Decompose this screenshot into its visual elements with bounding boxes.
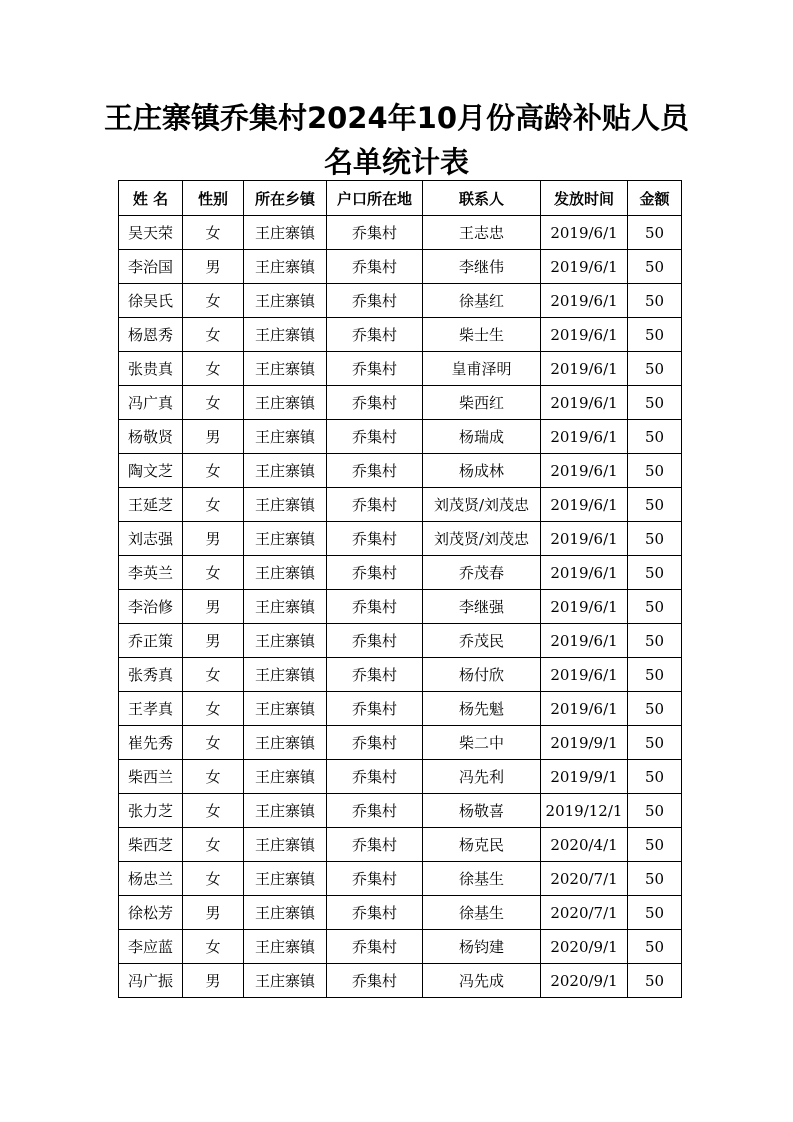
cell-residence: 乔集村 [327,726,423,760]
table-row [119,488,682,522]
cell-amount: 50 [628,828,682,862]
cell-date: 2019/6/1 [541,284,628,318]
cell-contact: 冯先利 [423,760,541,794]
cell-township: 王庄寨镇 [244,862,327,896]
cell-contact: 杨付欣 [423,658,541,692]
cell-residence: 乔集村 [327,318,423,352]
cell-residence: 乔集村 [327,760,423,794]
table-row [119,760,682,794]
cell-name: 崔先秀 [119,726,183,760]
cell-residence: 乔集村 [327,352,423,386]
cell-contact: 杨瑞成 [423,420,541,454]
table-row [119,726,682,760]
table-row [119,692,682,726]
cell-contact: 乔茂春 [423,556,541,590]
header-issue-date: 发放时间 [541,181,628,216]
table-row [119,590,682,624]
table-row [119,930,682,964]
cell-amount: 50 [628,488,682,522]
cell-township: 王庄寨镇 [244,828,327,862]
cell-name: 徐吴氏 [119,284,183,318]
cell-amount: 50 [628,522,682,556]
cell-name: 李应蓝 [119,930,183,964]
cell-amount: 50 [628,794,682,828]
cell-contact: 杨克民 [423,828,541,862]
header-township: 所在乡镇 [244,181,327,216]
cell-residence: 乔集村 [327,624,423,658]
cell-contact: 皇甫泽明 [423,352,541,386]
cell-date: 2019/9/1 [541,726,628,760]
cell-residence: 乔集村 [327,794,423,828]
cell-contact: 徐基生 [423,896,541,930]
cell-date: 2019/6/1 [541,692,628,726]
cell-residence: 乔集村 [327,386,423,420]
cell-gender: 女 [183,386,244,420]
cell-name: 吴天荣 [119,216,183,250]
cell-date: 2019/6/1 [541,556,628,590]
cell-amount: 50 [628,692,682,726]
cell-name: 冯广振 [119,964,183,998]
cell-name: 柴西兰 [119,760,183,794]
cell-residence: 乔集村 [327,420,423,454]
cell-date: 2019/6/1 [541,352,628,386]
cell-amount: 50 [628,964,682,998]
cell-gender: 男 [183,624,244,658]
cell-amount: 50 [628,386,682,420]
cell-date: 2020/7/1 [541,896,628,930]
cell-residence: 乔集村 [327,862,423,896]
table-row [119,658,682,692]
cell-contact: 刘茂贤/刘茂忠 [423,488,541,522]
cell-amount: 50 [628,420,682,454]
cell-name: 张秀真 [119,658,183,692]
cell-contact: 徐基生 [423,862,541,896]
cell-contact: 冯先成 [423,964,541,998]
cell-amount: 50 [628,454,682,488]
table-row [119,794,682,828]
cell-gender: 女 [183,760,244,794]
table-body [119,216,682,998]
table-row [119,250,682,284]
cell-gender: 男 [183,590,244,624]
cell-name: 徐松芳 [119,896,183,930]
cell-amount: 50 [628,760,682,794]
cell-contact: 李继伟 [423,250,541,284]
cell-residence: 乔集村 [327,250,423,284]
cell-contact: 徐基红 [423,284,541,318]
cell-township: 王庄寨镇 [244,964,327,998]
cell-gender: 女 [183,284,244,318]
table-row [119,420,682,454]
cell-township: 王庄寨镇 [244,930,327,964]
cell-amount: 50 [628,624,682,658]
cell-township: 王庄寨镇 [244,692,327,726]
cell-contact: 杨钧建 [423,930,541,964]
cell-township: 王庄寨镇 [244,420,327,454]
table-row [119,352,682,386]
cell-date: 2019/6/1 [541,624,628,658]
header-gender: 性别 [183,181,244,216]
table-row [119,216,682,250]
cell-date: 2019/6/1 [541,454,628,488]
cell-name: 乔正策 [119,624,183,658]
cell-date: 2019/6/1 [541,318,628,352]
cell-date: 2020/4/1 [541,828,628,862]
table-row [119,862,682,896]
header-contact-person: 联系人 [423,181,541,216]
cell-township: 王庄寨镇 [244,454,327,488]
header-amount: 金额 [628,181,682,216]
table-row [119,964,682,998]
cell-contact: 王志忠 [423,216,541,250]
table-row [119,896,682,930]
table-row [119,386,682,420]
cell-township: 王庄寨镇 [244,284,327,318]
cell-name: 柴西芝 [119,828,183,862]
cell-gender: 女 [183,556,244,590]
table-row [119,522,682,556]
cell-residence: 乔集村 [327,216,423,250]
cell-date: 2019/6/1 [541,658,628,692]
cell-amount: 50 [628,896,682,930]
cell-date: 2019/6/1 [541,216,628,250]
cell-township: 王庄寨镇 [244,658,327,692]
cell-township: 王庄寨镇 [244,318,327,352]
cell-amount: 50 [628,352,682,386]
cell-date: 2019/6/1 [541,488,628,522]
cell-name: 王孝真 [119,692,183,726]
table-row [119,318,682,352]
cell-contact: 柴士生 [423,318,541,352]
table-header [119,181,682,216]
cell-name: 李治国 [119,250,183,284]
cell-contact: 杨先魁 [423,692,541,726]
cell-residence: 乔集村 [327,488,423,522]
cell-amount: 50 [628,250,682,284]
cell-gender: 男 [183,250,244,284]
cell-residence: 乔集村 [327,284,423,318]
cell-residence: 乔集村 [327,828,423,862]
table-row [119,454,682,488]
cell-date: 2019/6/1 [541,386,628,420]
table-row [119,828,682,862]
cell-township: 王庄寨镇 [244,590,327,624]
table-row [119,284,682,318]
cell-contact: 柴西红 [423,386,541,420]
cell-amount: 50 [628,930,682,964]
header-row [119,181,682,216]
table-row [119,624,682,658]
cell-gender: 女 [183,862,244,896]
cell-residence: 乔集村 [327,930,423,964]
cell-name: 杨敬贤 [119,420,183,454]
cell-amount: 50 [628,590,682,624]
cell-gender: 女 [183,352,244,386]
cell-residence: 乔集村 [327,964,423,998]
cell-township: 王庄寨镇 [244,352,327,386]
cell-contact: 刘茂贤/刘茂忠 [423,522,541,556]
cell-residence: 乔集村 [327,454,423,488]
cell-contact: 杨敬喜 [423,794,541,828]
cell-gender: 女 [183,454,244,488]
cell-township: 王庄寨镇 [244,624,327,658]
cell-township: 王庄寨镇 [244,556,327,590]
cell-township: 王庄寨镇 [244,216,327,250]
cell-contact: 乔茂民 [423,624,541,658]
cell-gender: 女 [183,828,244,862]
cell-name: 张力芝 [119,794,183,828]
cell-amount: 50 [628,216,682,250]
cell-gender: 女 [183,318,244,352]
cell-township: 王庄寨镇 [244,250,327,284]
cell-name: 杨忠兰 [119,862,183,896]
cell-residence: 乔集村 [327,522,423,556]
cell-amount: 50 [628,726,682,760]
cell-township: 王庄寨镇 [244,760,327,794]
document-title-line-1: 王庄寨镇乔集村2024年10月份高龄补贴人员 [103,101,690,135]
cell-name: 李英兰 [119,556,183,590]
cell-contact: 柴二中 [423,726,541,760]
cell-name: 刘志强 [119,522,183,556]
cell-name: 王延芝 [119,488,183,522]
cell-township: 王庄寨镇 [244,896,327,930]
cell-township: 王庄寨镇 [244,386,327,420]
cell-date: 2020/9/1 [541,930,628,964]
cell-amount: 50 [628,556,682,590]
cell-name: 陶文芝 [119,454,183,488]
cell-gender: 男 [183,522,244,556]
cell-gender: 女 [183,216,244,250]
cell-amount: 50 [628,284,682,318]
cell-residence: 乔集村 [327,556,423,590]
cell-township: 王庄寨镇 [244,488,327,522]
subsidy-roster-table [118,180,682,998]
document-title-line-2: 名单统计表 [323,145,469,179]
cell-name: 李治修 [119,590,183,624]
cell-date: 2019/9/1 [541,760,628,794]
cell-contact: 李继强 [423,590,541,624]
cell-residence: 乔集村 [327,590,423,624]
cell-name: 张贵真 [119,352,183,386]
cell-township: 王庄寨镇 [244,522,327,556]
header-registered-residence: 户口所在地 [327,181,423,216]
cell-township: 王庄寨镇 [244,726,327,760]
header-name: 姓 名 [119,181,183,216]
cell-gender: 女 [183,794,244,828]
cell-date: 2019/6/1 [541,420,628,454]
cell-amount: 50 [628,318,682,352]
cell-gender: 女 [183,488,244,522]
cell-township: 王庄寨镇 [244,794,327,828]
cell-residence: 乔集村 [327,658,423,692]
cell-gender: 男 [183,964,244,998]
cell-date: 2019/12/1 [541,794,628,828]
cell-gender: 女 [183,692,244,726]
cell-amount: 50 [628,658,682,692]
cell-name: 杨恩秀 [119,318,183,352]
cell-date: 2019/6/1 [541,250,628,284]
cell-gender: 男 [183,420,244,454]
cell-date: 2019/6/1 [541,522,628,556]
cell-residence: 乔集村 [327,692,423,726]
cell-date: 2019/6/1 [541,590,628,624]
table-row [119,556,682,590]
cell-gender: 女 [183,930,244,964]
cell-date: 2020/9/1 [541,964,628,998]
cell-amount: 50 [628,862,682,896]
cell-date: 2020/7/1 [541,862,628,896]
cell-name: 冯广真 [119,386,183,420]
cell-gender: 女 [183,658,244,692]
cell-gender: 女 [183,726,244,760]
cell-gender: 男 [183,896,244,930]
cell-residence: 乔集村 [327,896,423,930]
cell-contact: 杨成林 [423,454,541,488]
